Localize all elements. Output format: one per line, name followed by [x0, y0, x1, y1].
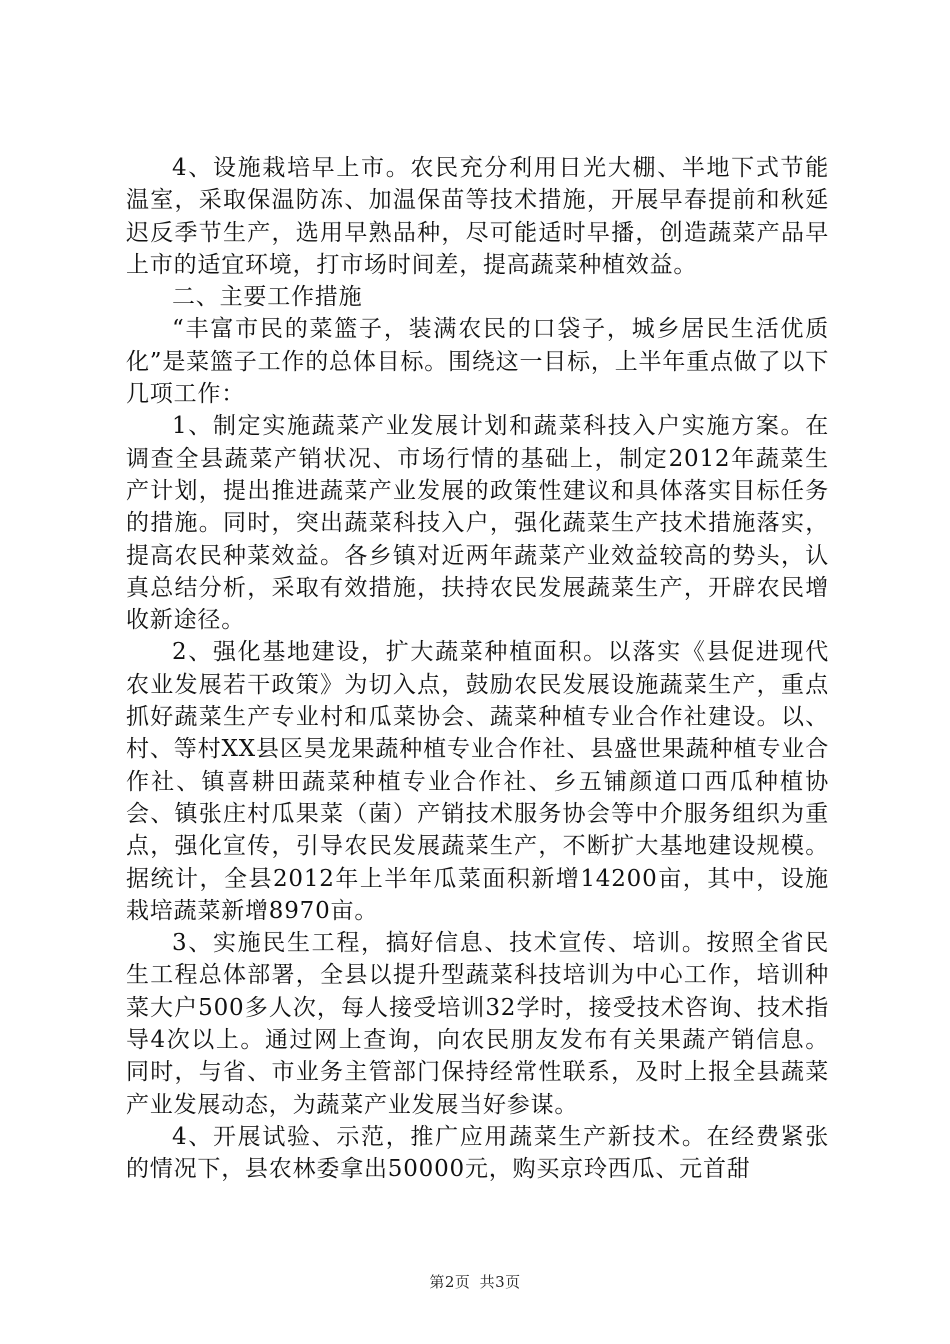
paragraph-base-construction: 2、强化基地建设，扩大蔬菜种植面积。以落实《县促进现代农业发展若干政策》为切入点，鼓励农民发展设施蔬菜生产，重点抓好蔬菜生产专业村和瓜菜协会、蔬菜种植专业合作社建设。以、村、等村XX县区昊龙果蔬种植专业合作社、县盛世果蔬种植专业合作社、镇喜耕田蔬菜种植专业合作社、乡五铺颜道口西瓜种植协会、镇张庄村瓜果菜（菌）产销技术服务协会等中介服务组织为重点，强化宣传，引导农民发展蔬菜生产，不断扩大基地建设规模。据统计，全县2012年上半年瓜菜面积新增14200亩，其中，设施栽培蔬菜新增8970亩。: [126, 639, 829, 924]
page-footer: [0, 1272, 950, 1292]
paragraph-plan-formulation: 1、制定实施蔬菜产业发展计划和蔬菜科技入户实施方案。在调查全县蔬菜产销状况、市场行情的基础上，制定2012年蔬菜生产计划，提出推进蔬菜产业发展的政策性建议和具体落实目标任务的措施。同时，突出蔬菜科技入户，强化蔬菜生产技术措施落实，提高农民种菜效益。各乡镇对近两年蔬菜产业效益较高的势头，认真总结分析，采取有效措施，扶持农民发展蔬菜生产，开辟农民增收新途径。: [126, 413, 829, 634]
paragraph-facility-cultivation: 4、设施栽培早上市。农民充分利用日光大棚、半地下式节能温室，采取保温防冻、加温保苗等技术措施，开展早春提前和秋延迟反季节生产，选用早熟品种，尽可能适时早播，创造蔬菜产品早上市的适宜环境，打市场时间差，提高蔬菜种植效益。: [126, 155, 829, 278]
document-body: [126, 152, 829, 1186]
page-total: 共3页: [479, 1273, 521, 1291]
paragraph-livelihood-project: 3、实施民生工程，搞好信息、技术宣传、培训。按照全省民生工程总体部署，全县以提升型蔬菜科技培训为中心工作，培训种菜大户500多人次，每人接受培训32学时，接受技术咨询、技术指导4次以上。通过网上查询，向农民朋友发布有关果蔬产销信息。同时，与省、市业务主管部门保持经常性联系，及时上报全县蔬菜产业发展动态，为蔬菜产业发展当好参谋。: [126, 930, 829, 1118]
paragraph-trial-demonstration: 4、开展试验、示范，推广应用蔬菜生产新技术。在经费紧张的情况下，县农林委拿出50000元，购买京玲西瓜、元首甜: [126, 1123, 829, 1183]
paragraph-overall-goal: “丰富市民的菜篮子，装满农民的口袋子，城乡居民生活优质化”是菜篮子工作的总体目标。围绕这一目标，上半年重点做了以下几项工作：: [126, 316, 829, 408]
page-number: 第2页: [429, 1273, 471, 1291]
section-heading-main-measures: 二、主要工作措施: [172, 284, 363, 311]
